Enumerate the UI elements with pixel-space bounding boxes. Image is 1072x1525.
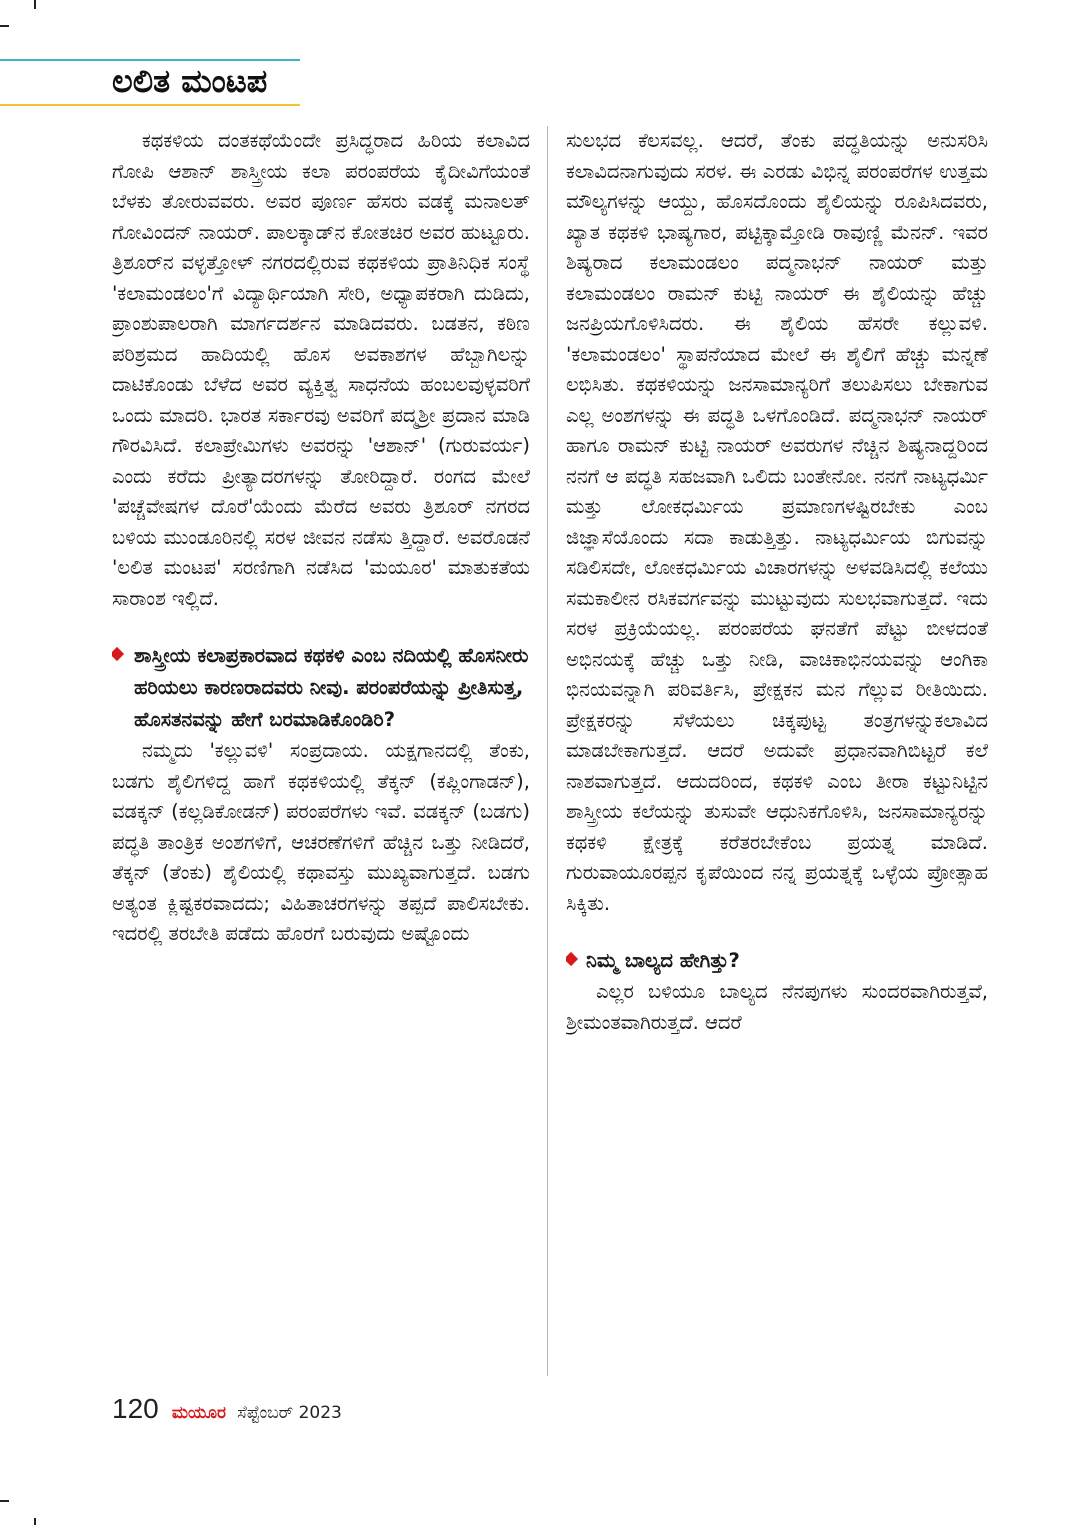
question-block <box>566 945 988 977</box>
question-text: ನಿಮ್ಮ ಬಾಲ್ಯದ ಹೇಗಿತ್ತು? <box>586 949 740 972</box>
right-column <box>566 126 988 1376</box>
title-rule-top <box>0 59 300 61</box>
crop-mark-top-center <box>34 0 36 9</box>
crop-mark-top-left <box>0 25 9 27</box>
crop-mark-bottom-left <box>0 1500 9 1502</box>
answer-paragraph: ನಮ್ಮದು 'ಕಲ್ಲುವಳಿ' ಸಂಪ್ರದಾಯ. ಯಕ್ಷಗಾನದಲ್ಲಿ ತೆಂಕು, ಬಡಗು ಶೈಲಿಗಳಿದ್ದ ಹಾಗೆ ಕಥಕಳಿಯಲ್ಲಿ ತೆಕ್ಕನ್ (ಕಪ್ಲಿಂಗಾಡನ್), ವಡಕ್ಕನ್ (ಕಲ್ಲಡಿಕೋಡನ್) ಪರಂಪರೆಗಳು ಇವೆ. ವಡಕ್ಕನ್ (ಬಡಗು) ಪದ್ಧತಿ ತಾಂತ್ರಿಕ ಅಂಶಗಳಿಗೆ, ಆಚರಣೆಗಳಿಗೆ ಹೆಚ್ಚಿನ ಒತ್ತು ನೀಡಿದರೆ, ತೆಕ್ಕನ್ (ತೆಂಕು) ಶೈಲಿಯಲ್ಲಿ ಕಥಾವಸ್ತು ಮುಖ್ಯವಾಗುತ್ತದೆ. ಬಡಗು ಅತ್ಯಂತ ಕ್ಲಿಷ್ಟಕರವಾದದು; ವಿಹಿತಾಚರಗಳನ್ನು ತಪ್ಪದೆ ಪಾಲಿಸಬೇಕು. ಇದರಲ್ಲಿ ತರಬೇತಿ ಪಡೆದು ಹೊರಗೆ ಬರುವುದು ಅಷ್ಟೊಂದು <box>112 739 530 945</box>
column-divider <box>547 126 548 1376</box>
diamond-bullet-icon <box>566 952 578 966</box>
question-block <box>112 640 530 736</box>
answer-continuation: ಸುಲಭದ ಕೆಲಸವಲ್ಲ. ಆದರೆ, ತೆಂಕು ಪದ್ಧತಿಯನ್ನು ಅನುಸರಿಸಿ ಕಲಾವಿದನಾಗುವುದು ಸರಳ. ಈ ಎರಡು ವಿಭಿನ್ನ ಪರಂಪರೆಗಳ ಉತ್ತಮ ಮೌಲ್ಯಗಳನ್ನು ಆಯ್ದು, ಹೊಸದೊಂದು ಶೈಲಿಯನ್ನು ರೂಪಿಸಿದವರು, ಖ್ಯಾತ ಕಥಕಳಿ ಭಾಷ್ಯಗಾರ, ಪಟ್ಟಿಕ್ಕಾಮ್ತೋಡಿ ರಾವುಣ್ಣಿ ಮೆನನ್. ಇವರ ಶಿಷ್ಯರಾದ ಕಲಾಮಂಡಲಂ ಪದ್ಮನಾಭನ್ ನಾಯರ್ ಮತ್ತು ಕಲಾಮಂಡಲಂ ರಾಮನ್ ಕುಟ್ಟಿ ನಾಯರ್ ಈ ಶೈಲಿಯನ್ನು ಹೆಚ್ಚು ಜನಪ್ರಿಯಗೊಳಿಸಿದರು. ಈ ಶೈಲಿಯ ಹೆಸರೇ ಕಲ್ಲುವಳಿ. 'ಕಲಾಮಂಡಲಂ' ಸ್ಥಾಪನೆಯಾದ ಮೇಲೆ ಈ ಶೈಲಿಗೆ ಹೆಚ್ಚು ಮನ್ನಣೆ ಲಭಿಸಿತು. ಕಥಕಳಿಯನ್ನು ಜನಸಾಮಾನ್ಯರಿಗೆ ತಲುಪಿಸಲು ಬೇಕಾಗುವ ಎಲ್ಲ ಅಂಶಗಳನ್ನು ಈ ಪದ್ಧತಿ ಒಳಗೊಂಡಿದೆ. ಪದ್ಮನಾಭನ್ ನಾಯರ್ ಹಾಗೂ ರಾಮನ್ ಕುಟ್ಟಿ ನಾಯರ್ ಅವರುಗಳ ನೆಚ್ಚಿನ ಶಿಷ್ಯನಾದ್ದರಿಂದ ನನಗೆ ಆ ಪದ್ಧತಿ ಸಹಜವಾಗಿ ಒಲಿದು ಬಂತೇನೋ. ನನಗೆ ನಾಟ್ಯಧರ್ಮಿ ಮತ್ತು ಲೋಕಧರ್ಮಿಯ ಪ್ರಮಾಣಗಳಷ್ಟಿರಬೇಕು ಎಂಬ ಜಿಜ್ಞಾಸೆಯೊಂದು ಸದಾ ಕಾಡುತ್ತಿತ್ತು. ನಾಟ್ಯಧರ್ಮಿಯ ಬಿಗುವನ್ನು ಸಡಿಲಿಸದೇ, ಲೋಕಧರ್ಮಿಯ ವಿಚಾರಗಳನ್ನು ಅಳವಡಿಸಿದಲ್ಲಿ ಕಲೆಯು ಸಮಕಾಲೀನ ರಸಿಕವರ್ಗವನ್ನು ಮುಟ್ಟುವುದು ಸುಲಭವಾಗುತ್ತದೆ. ಇದು ಸರಳ ಪ್ರಕ್ರಿಯೆಯಲ್ಲ. ಪರಂಪರೆಯ ಘನತೆಗೆ ಪೆಟ್ಟು ಬೀಳದಂತೆ ಅಭಿನಯಕ್ಕೆ ಹೆಚ್ಚು ಒತ್ತು ನೀಡಿ, ವಾಚಿಕಾಭಿನಯವನ್ನು ಆಂಗಿಕಾ ಭಿನಯವನ್ನಾಗಿ ಪರಿವರ್ತಿಸಿ, ಪ್ರೇಕ್ಷಕನ ಮನ ಗೆಲ್ಲುವ ರೀತಿಯಿದು. ಪ್ರೇಕ್ಷಕರನ್ನು ಸೆಳೆಯಲು ಚಿಕ್ಕಪುಟ್ಟ ತಂತ್ರಗಳನ್ನುಕಲಾವಿದ ಮಾಡಬೇಕಾಗುತ್ತದೆ. ಆದರೆ ಅದುವೇ ಪ್ರಧಾನವಾಗಿಬಿಟ್ಟರೆ ಕಲೆ ನಾಶವಾಗುತ್ತದೆ. ಆದುದರಿಂದ, ಕಥಕಳಿ ಎಂಬ ತೀರಾ ಕಟ್ಟುನಿಟ್ಟಿನ ಶಾಸ್ತ್ರೀಯ ಕಲೆಯನ್ನು ತುಸುವೇ ಆಧುನಿಕಗೊಳಿಸಿ, ಜನಸಾಮಾನ್ಯರನ್ನು ಕಥಕಳಿ ಕ್ಷೇತ್ರಕ್ಕೆ ಕರೆತರಬೇಕೆಂಬ ಪ್ರಯತ್ನ ಮಾಡಿದೆ. ಗುರುವಾಯೂರಪ್ಪನ ಕೃಪೆಯಿಂದ ನನ್ನ ಪ್ರಯತ್ನಕ್ಕೆ ಒಳ್ಳೆಯ ಪ್ರೋತ್ಸಾಹ ಸಿಕ್ಕಿತು. <box>566 129 988 915</box>
question-text: ಶಾಸ್ತ್ರೀಯ ಕಲಾಪ್ರಕಾರವಾದ ಕಥಕಳಿ ಎಂಬ ನದಿಯಲ್ಲಿ ಹೊಸನೀರು ಹರಿಯಲು ಕಾರಣರಾದವರು ನೀವು. ಪರಂಪರೆಯನ್ನು ಪ್ರೀತಿಸುತ್ತ, ಹೊಸತನವನ್ನು ಹೇಗೆ ಬರಮಾಡಿಕೊಂಡಿರಿ? <box>134 644 529 731</box>
title-rule-bottom <box>0 104 300 106</box>
crop-mark-bottom-center <box>34 1518 36 1525</box>
intro-paragraph: ಕಥಕಳಿಯ ದಂತಕಥೆಯೆಂದೇ ಪ್ರಸಿದ್ಧರಾದ ಹಿರಿಯ ಕಲಾವಿದ ಗೋಪಿ ಆಶಾನ್ ಶಾಸ್ತ್ರೀಯ ಕಲಾ ಪರಂಪರೆಯ ಕೈದೀವಿಗೆಯಂತೆ ಬೆಳಕು ತೋರುವವರು. ಅವರ ಪೂರ್ಣ ಹೆಸರು ವಡಕ್ಕೆ ಮನಾಲತ್ ಗೋವಿಂದನ್ ನಾಯರ್. ಪಾಲಕ್ಕಾಡ್‌ನ ಕೋತಚಿರ ಅವರ ಹುಟ್ಟೂರು. ತ್ರಿಶೂರ್‌ನ ವಳ್ಳತ್ತೋಳ್ ನಗರದಲ್ಲಿರುವ ಕಥಕಳಿಯ ಪ್ರಾತಿನಿಧಿಕ ಸಂಸ್ಥೆ 'ಕಲಾಮಂಡಲಂ'ಗೆ ವಿದ್ಯಾರ್ಥಿಯಾಗಿ ಸೇರಿ, ಅಧ್ಯಾಪಕರಾಗಿ ದುಡಿದು, ಪ್ರಾಂಶುಪಾಲರಾಗಿ ಮಾರ್ಗದರ್ಶನ ಮಾಡಿದವರು. ಬಡತನ, ಕಠಿಣ ಪರಿಶ್ರಮದ ಹಾದಿಯಲ್ಲಿ ಹೊಸ ಅವಕಾಶಗಳ ಹೆಬ್ಬಾಗಿಲನ್ನು ದಾಟಿಕೊಂಡು ಬೆಳೆದ ಅವರ ವ್ಯಕ್ತಿತ್ವ ಸಾಧನೆಯ ಹಂಬಲವುಳ್ಳವರಿಗೆ ಒಂದು ಮಾದರಿ. ಭಾರತ ಸರ್ಕಾರವು ಅವರಿಗೆ ಪದ್ಮಶ್ರೀ ಪ್ರದಾನ ಮಾಡಿ ಗೌರವಿಸಿದೆ. ಕಲಾಪ್ರೇಮಿಗಳು ಅವರನ್ನು 'ಆಶಾನ್' (ಗುರುವರ್ಯ) ಎಂದು ಕರೆದು ಪ್ರೀತ್ಯಾದರಗಳನ್ನು ತೋರಿದ್ದಾರೆ. ರಂಗದ ಮೇಲೆ 'ಪಚ್ಚೆವೇಷಗಳ ದೊರೆ'ಯೆಂದು ಮೆರೆದ ಅವರು ತ್ರಿಶೂರ್ ನಗರದ ಬಳಿಯ ಮುಂಡೂರಿನಲ್ಲಿ ಸರಳ ಜೀವನ ನಡೆಸು ತ್ತಿದ್ದಾರೆ. ಅವರೊಡನೆ 'ಲಲಿತ ಮಂಟಪ' ಸರಣಿಗಾಗಿ ನಡೆಸಿದ 'ಮಯೂರ' ಮಾತುಕತೆಯ ಸಾರಾಂಶ ಇಲ್ಲಿದೆ. <box>112 129 530 610</box>
diamond-bullet-icon <box>112 647 124 661</box>
issue-date: ಸೆಪ್ಟೆಂಬರ್ 2023 <box>237 1403 342 1423</box>
page-footer <box>112 1393 342 1425</box>
left-column <box>112 126 530 1376</box>
magazine-logo: ಮಯೂರ <box>171 1403 227 1423</box>
page-number: 120 <box>112 1393 159 1424</box>
answer-paragraph: ಎಲ್ಲರ ಬಳಿಯೂ ಬಾಲ್ಯದ ನೆನಪುಗಳು ಸುಂದರವಾಗಿರುತ್ತವೆ, ಶ್ರೀಮಂತವಾಗಿರುತ್ತದೆ. ಆದರೆ <box>566 980 988 1034</box>
section-title: ಲಲಿತ ಮಂಟಪ <box>112 62 268 100</box>
